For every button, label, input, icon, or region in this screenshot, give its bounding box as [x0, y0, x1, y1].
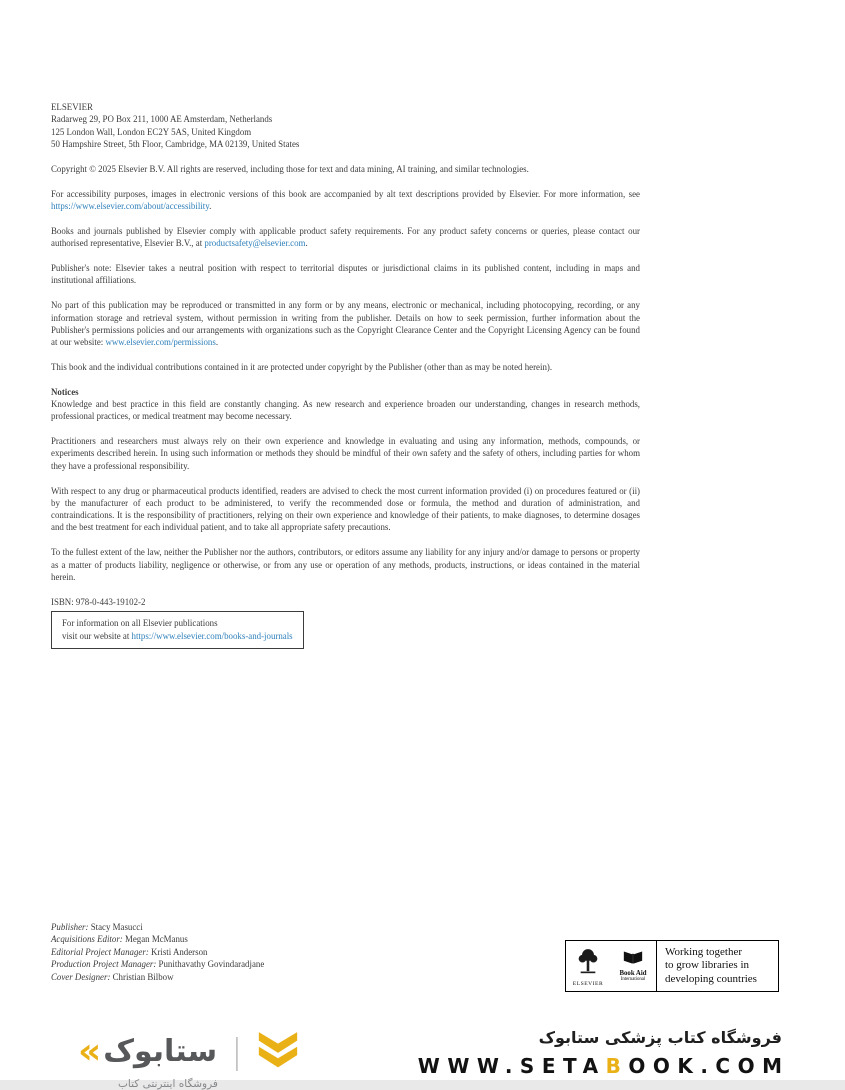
setabook-url[interactable] — [418, 1054, 790, 1078]
credit-line — [51, 971, 264, 983]
url-part: OOK.COM — [628, 1054, 790, 1078]
elsevier-tree-icon — [577, 947, 599, 980]
elsevier-publications-box — [51, 611, 304, 649]
credit-value: Stacy Masucci — [88, 922, 143, 932]
info-box-line1: For information on all Elsevier publications — [62, 617, 218, 628]
permissions-paragraph — [51, 299, 640, 348]
info-box-line2-text: visit our website at — [62, 630, 132, 641]
notices-paragraph: With respect to any drug or pharmaceutical products identified, readers are advised to check the most current information provided (i) on procedures featured or (ii) by the manufacturer of each product to be administered, to verify the recommended dose or formula, the method and duration of administration, and contraindications. It is the responsibility of practitioners, relying on their own experience and knowledge of their patients, to make diagnoses, to determine dosages and the best treatment for each individual patient, and to take all appropriate safety precautions. — [51, 485, 640, 533]
staff-credits — [51, 921, 264, 983]
slogan-line: to grow libraries in — [665, 959, 750, 972]
elsevier-logo-caption: ELSEVIER — [572, 980, 604, 987]
accessibility-link[interactable]: https://www.elsevier.com/about/accessibility — [51, 201, 210, 212]
slogan-line: Working together — [665, 945, 743, 958]
permissions-text: No part of this publication may be reproduced or transmitted in any form or by any means, electronic or mechanical, including photocopying, recording, or any information storage and retrieval system, without permission in writing from the publisher. Details on how to seek permission, further information about the Publisher's permissions policies and our arrangements with organizations such as the Copyright Clearance Center and the Copyright Licensing Agency can be found at our website: — [51, 300, 640, 348]
product-safety-text: Books and journals published by Elsevier comply with applicable product safety requirements. For any product safety concerns or queries, please contact our authorised representative, Elsevier B.V., at — [51, 226, 640, 249]
publishers-note-paragraph: Publisher's note: Elsevier takes a neutral position with respect to territorial disputes or jurisdictional claims in its published content, including in maps and institutional affiliations. — [51, 263, 640, 286]
setabook-footer-right — [417, 1028, 790, 1078]
credit-line — [51, 933, 264, 945]
credit-label: Acquisitions Editor: — [51, 934, 123, 945]
product-safety-paragraph — [51, 225, 640, 250]
book-aid-logo — [610, 941, 656, 991]
credit-label: Publisher: — [51, 922, 89, 932]
permissions-text-end: . — [215, 337, 219, 348]
publisher-address-block — [51, 101, 640, 150]
book-aid-open-book-icon — [622, 950, 644, 970]
credit-label: Editorial Project Manager: — [51, 946, 149, 957]
book-aid-slogan — [657, 941, 778, 991]
credit-label: Production Project Manager: — [51, 959, 157, 970]
setabook-wordmark-row — [78, 1030, 301, 1073]
product-safety-text-end: . — [305, 238, 308, 249]
url-part: WWW.SETA — [417, 1054, 606, 1078]
credit-line — [51, 958, 264, 970]
copyright-paragraph: Copyright © 2025 Elsevier B.V. All rights are reserved, including those for text and data mining, AI training, and similar technologies. — [51, 164, 529, 175]
copyright-text-block — [51, 101, 640, 649]
slogan-line: developing countries — [665, 972, 757, 985]
accessibility-text-end: . — [209, 201, 212, 212]
credit-line — [51, 946, 264, 958]
credit-value: Kristi Anderson — [148, 946, 208, 957]
address-line: Radarweg 29, PO Box 211, 1000 AE Amsterdam, Netherlands — [51, 114, 273, 125]
url-gold-letter: B — [605, 1054, 629, 1078]
credit-label: Cover Designer: — [51, 971, 111, 982]
book-aid-name-line2: International — [620, 977, 646, 983]
notices-paragraph: Practitioners and researchers must always rely on their own experience and knowledge in evaluating and using any information, methods, compounds, or experiments described herein. In using such information or methods they should be mindful of their own safety and the safety of others, including parties for whom they have a professional responsibility. — [51, 436, 640, 471]
permissions-link[interactable]: www.elsevier.com/permissions — [105, 337, 216, 348]
address-line: 50 Hampshire Street, 5th Floor, Cambridge, MA 02139, United States — [51, 138, 300, 149]
setabook-tagline: فروشگاه کتاب پزشکی ستابوک — [538, 1028, 782, 1047]
notices-paragraph: Knowledge and best practice in this field are constantly changing. As new research and experience broaden our understanding, changes in research methods, professional practices, or medical treatment may become necessary. — [51, 399, 640, 422]
credit-value: Punithavathy Govindaradjane — [156, 959, 265, 970]
books-and-journals-link[interactable]: https://www.elsevier.com/books-and-journals — [131, 630, 293, 641]
book-aid-name-line1: Book Aid — [619, 970, 647, 978]
setabook-gold-arrow-icon: « — [78, 1030, 102, 1072]
elsevier-logo — [566, 941, 610, 991]
accessibility-text: For accessibility purposes, images in electronic versions of this book are accompanied by alt text descriptions provided by Elsevier. For more information, see — [51, 188, 640, 199]
setabook-logo — [78, 1030, 301, 1090]
credit-line — [51, 921, 264, 933]
credit-value: Megan McManus — [122, 934, 188, 945]
credit-value: Christian Bilbow — [110, 971, 174, 982]
notices-heading: Notices — [51, 386, 79, 397]
logo-divider: | — [231, 1031, 243, 1072]
accessibility-paragraph — [51, 188, 640, 213]
info-box-line2 — [62, 630, 293, 643]
setabook-logo-caption: فروشگاه اینترنتی کتاب — [118, 1078, 218, 1090]
product-safety-email-link[interactable]: productsafety@elsevier.com — [204, 238, 306, 249]
setabook-chevron-icon — [255, 1030, 301, 1073]
book-aid-partnership-box — [565, 940, 779, 992]
publisher-name: ELSEVIER — [51, 102, 93, 112]
setabook-wordmark: ستابوک — [103, 1033, 218, 1069]
notices-paragraph: To the fullest extent of the law, neither the Publisher nor the authors, contributors, or editors assume any liability for any injury and/or damage to persons or property as a matter of products liability, negligence or otherwise, or from any use or operation of any methods, products, instructions, or ideas contained in the material herein. — [51, 547, 640, 582]
protected-paragraph: This book and the individual contributions contained in it are protected under copyright by the Publisher (other than as may be noted herein). — [51, 361, 553, 372]
isbn: ISBN: 978-0-443-19102-2 — [51, 596, 146, 607]
address-line: 125 London Wall, London EC2Y 5AS, United Kingdom — [51, 126, 252, 137]
